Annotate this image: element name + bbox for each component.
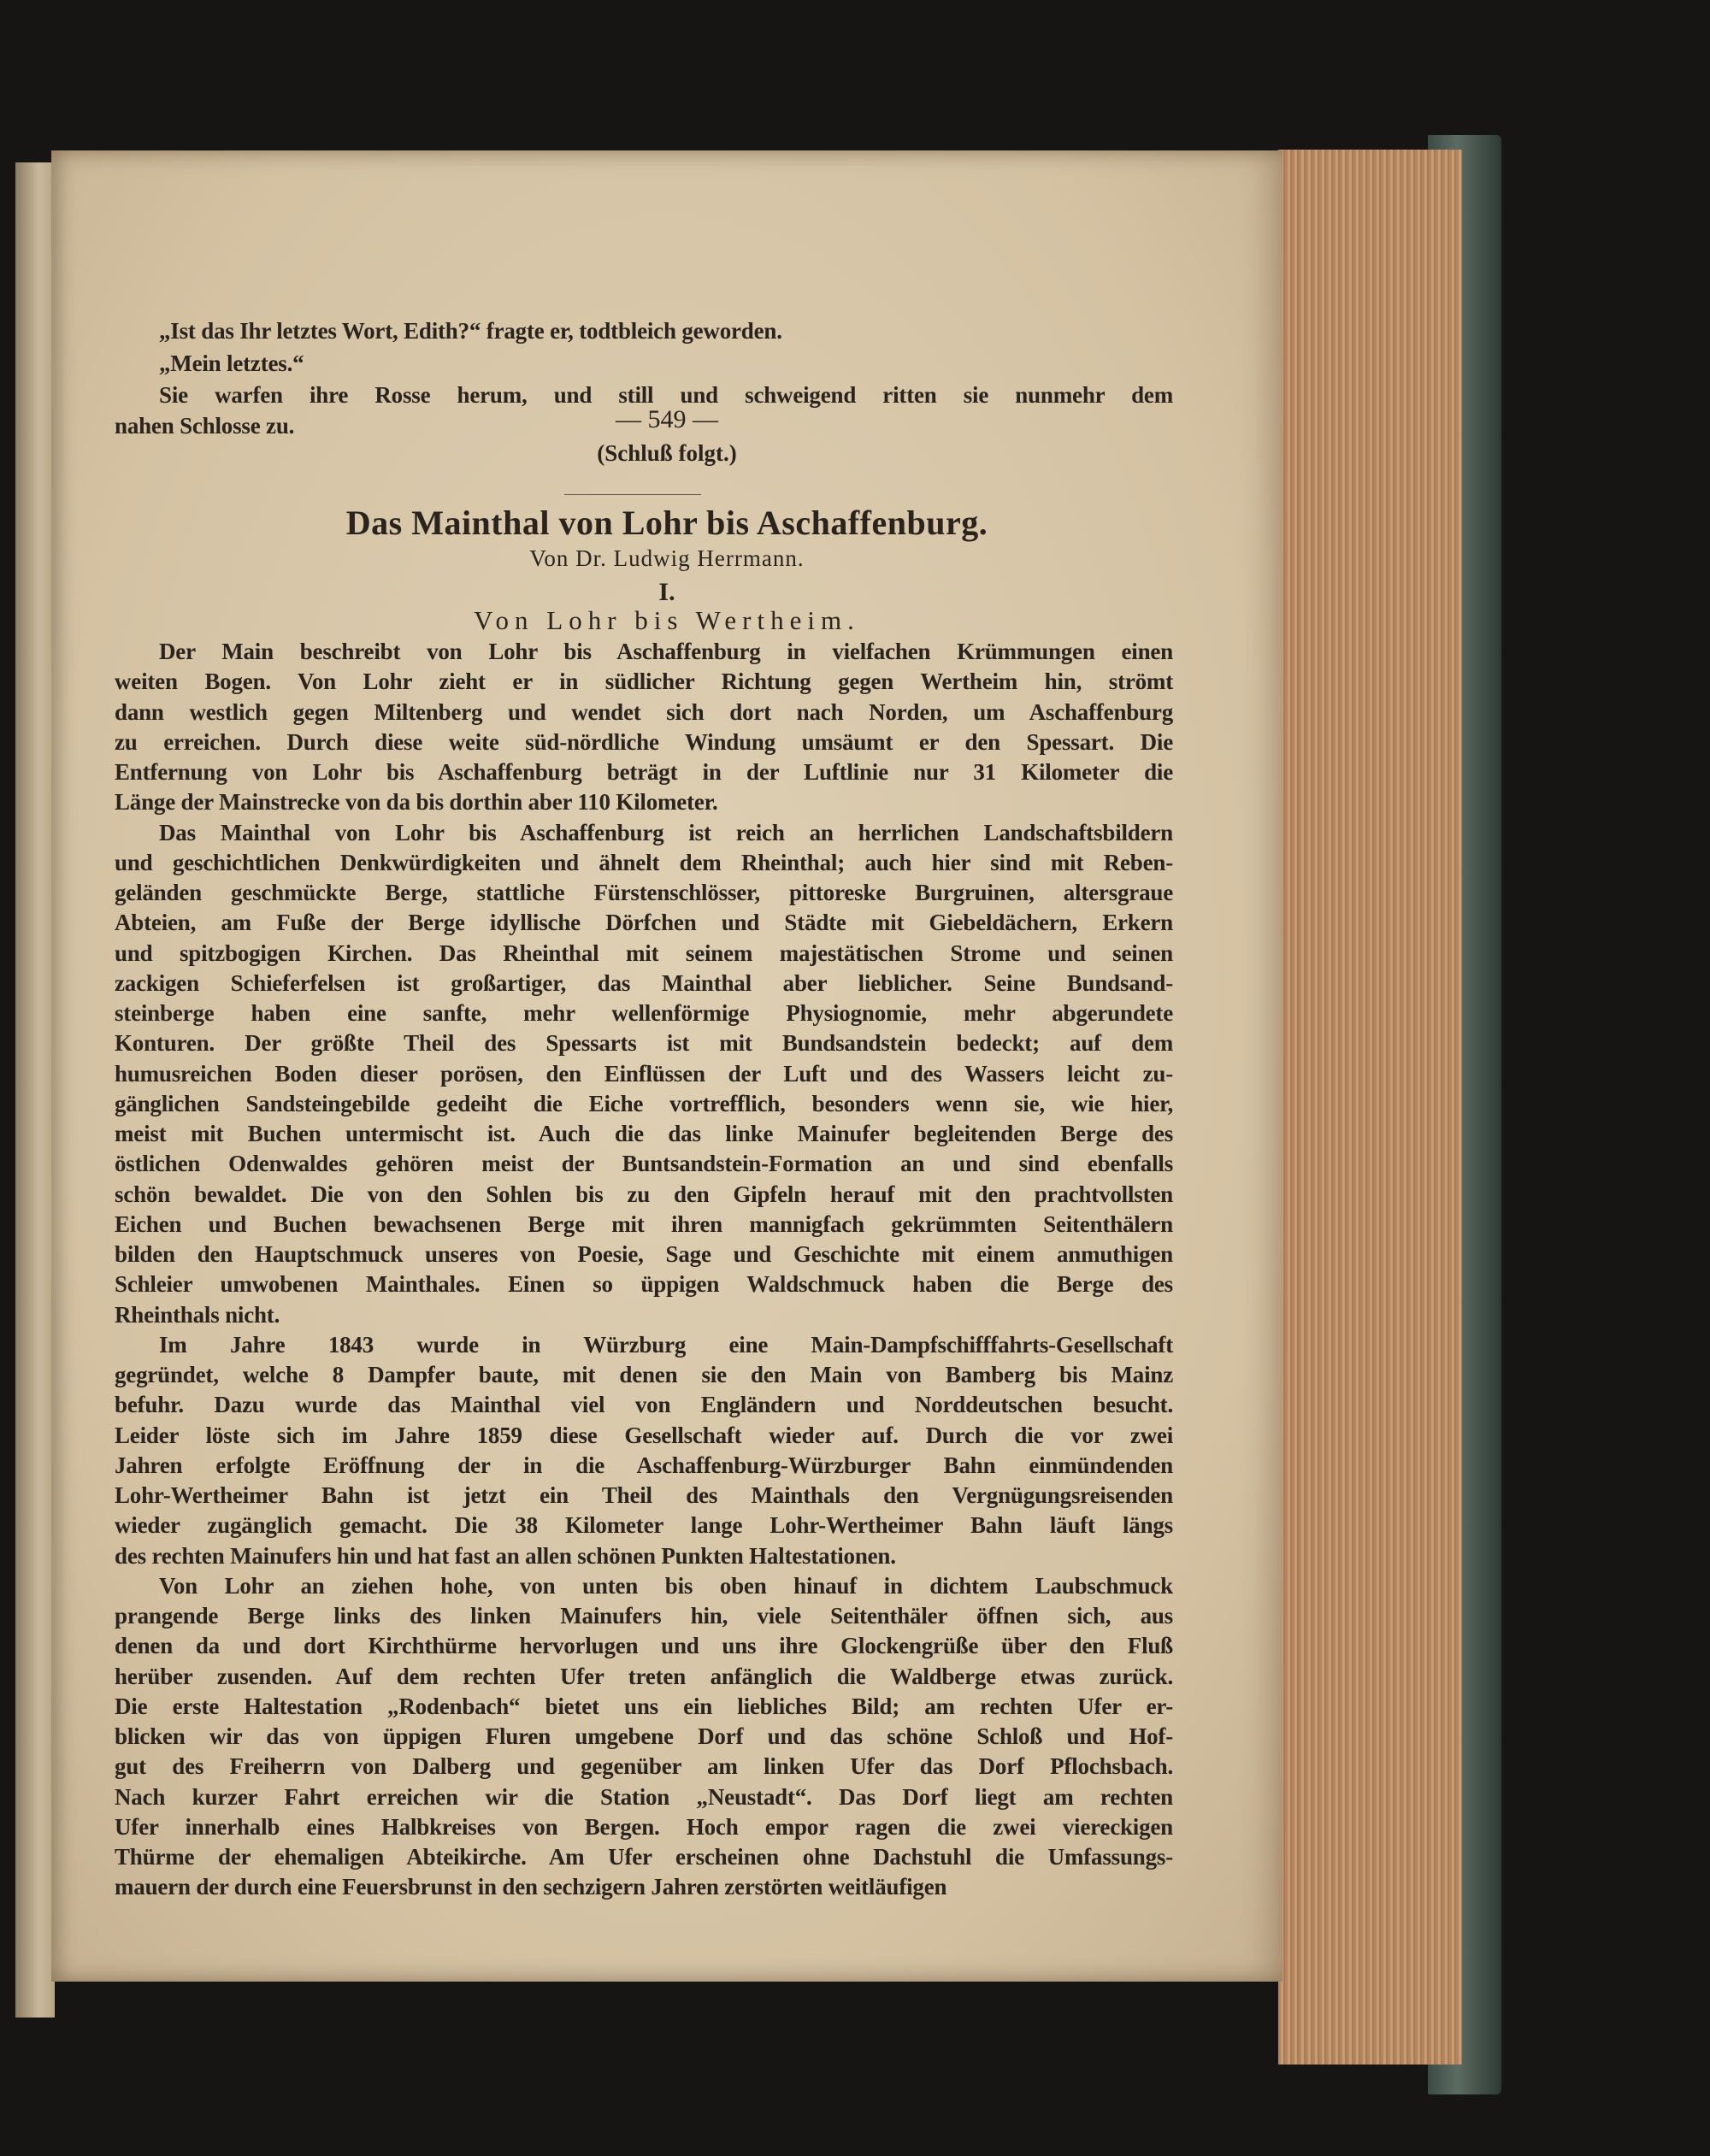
- body-line: Entfernung von Lohr bis Aschaffenburg beträgt in der Luftlinie nur 31 Kilometer die: [115, 759, 1173, 785]
- body-line: Nach kurzer Fahrt erreichen wir die Station „Neustadt“. Das Dorf liegt am rechten: [115, 1784, 1173, 1810]
- continued-note: (Schluß folgt.): [597, 440, 737, 466]
- left-page-edge: [15, 162, 55, 2018]
- body-line: Das Mainthal von Lohr bis Aschaffenburg ist reich an herrlichen Landschaftsbildern: [159, 820, 1173, 845]
- body-line: östlichen Odenwaldes gehören meist der Buntsandstein-Formation an und sind ebenfalls: [115, 1151, 1173, 1176]
- body-line: denen da und dort Kirchthürme hervorlugen und uns ihre Glockengrüße über den Fluß: [115, 1633, 1173, 1658]
- section-number: I.: [658, 578, 675, 606]
- body-line: und geschichtlichen Denkwürdigkeiten und ähnelt dem Rheinthal; auch hier sind mit Reben-: [115, 850, 1173, 875]
- body-line: mauern der durch eine Feuersbrunst in den sechzigern Jahren zerstörten weitläufigen: [115, 1874, 947, 1900]
- body-line: befuhr. Dazu wurde das Mainthal viel von Engländern und Norddeutschen besucht.: [115, 1392, 1173, 1417]
- body-line: Lohr-Wertheimer Bahn ist jetzt ein Theil des Mainthals den Vergnügungsreisenden: [115, 1482, 1173, 1508]
- section-divider: [564, 494, 701, 495]
- body-line: Eichen und Buchen bewachsenen Berge mit ihren mannigfach gekrümmten Seitenthälern: [115, 1211, 1173, 1237]
- story-line: „Ist das Ihr letztes Wort, Edith?“ fragte er, todtbleich geworden.: [159, 318, 782, 344]
- body-line: Die erste Haltestation „Rodenbach“ bietet uns ein liebliches Bild; am rechten Ufer er-: [115, 1694, 1173, 1719]
- body-line: Rheinthals nicht.: [115, 1302, 280, 1328]
- body-line: meist mit Buchen untermischt ist. Auch die das linke Mainufer begleitenden Berge des: [115, 1121, 1173, 1146]
- body-line: Thürme der ehemaligen Abteikirche. Am Ufer erscheinen ohne Dachstuhl die Umfassungs-: [115, 1844, 1173, 1870]
- story-line: nahen Schlosse zu.: [115, 413, 295, 439]
- body-line: Im Jahre 1843 wurde in Würzburg eine Main-Dampfschifffahrts-Gesellschaft: [159, 1332, 1173, 1358]
- page-edges: [1278, 150, 1462, 2065]
- body-line: Jahren erfolgte Eröffnung der in die Aschaffenburg-Würzburger Bahn einmündenden: [115, 1452, 1173, 1478]
- body-line: gänglichen Sandsteingebilde gedeiht die Eiche vortrefflich, besonders wenn sie, wie hier,: [115, 1091, 1173, 1116]
- body-line: blicken wir das von üppigen Fluren umgebene Dorf und das schöne Schloß und Hof-: [115, 1723, 1173, 1749]
- body-line: prangende Berge links des linken Mainufers hin, viele Seitenthäler öffnen sich, aus: [115, 1603, 1173, 1629]
- body-line: steinberge haben eine sanfte, mehr wellenförmige Physiognomie, mehr abgerundete: [115, 1000, 1173, 1026]
- body-line: Abteien, am Fuße der Berge idyllische Dörfchen und Städte mit Giebeldächern, Erkern: [115, 910, 1173, 935]
- body-line: Leider löste sich im Jahre 1859 diese Gesellschaft wieder auf. Durch die vor zwei: [115, 1423, 1173, 1448]
- body-line: Von Lohr an ziehen hohe, von unten bis oben hinauf in dichtem Laubschmuck: [159, 1573, 1173, 1599]
- page-number: — 549 —: [616, 405, 718, 433]
- article-byline: Von Dr. Ludwig Herrmann.: [529, 545, 805, 571]
- body-line: bilden den Hauptschmuck unseres von Poesie, Sage und Geschichte mit einem anmuthigen: [115, 1241, 1173, 1267]
- body-line: zackigen Schieferfelsen ist großartiger, das Mainthal aber lieblicher. Seine Bundsand-: [115, 970, 1173, 996]
- body-line: Konturen. Der größte Theil des Spessarts ist mit Bundsandstein bedeckt; auf dem: [115, 1030, 1173, 1056]
- body-line: Der Main beschreibt von Lohr bis Aschaffenburg in vielfachen Krümmungen einen: [159, 639, 1173, 664]
- story-line: „Mein letztes.“: [159, 350, 304, 376]
- body-line: geländen geschmückte Berge, stattliche Fürstenschlösser, pittoreske Burgruinen, altersgraue: [115, 880, 1173, 905]
- story-line: Sie warfen ihre Rosse herum, und still und schweigend ritten sie nunmehr dem: [159, 382, 1173, 408]
- section-title: Von Lohr bis Wertheim.: [474, 605, 860, 635]
- body-line: gegründet, welche 8 Dampfer baute, mit denen sie den Main von Bamberg bis Mainz: [115, 1362, 1173, 1387]
- body-line: Länge der Mainstrecke von da bis dorthin aber 110 Kilometer.: [115, 789, 718, 815]
- body-line: des rechten Mainufers hin und hat fast an allen schönen Punkten Haltestationen.: [115, 1543, 896, 1569]
- body-line: herüber zusenden. Auf dem rechten Ufer treten anfänglich die Waldberge etwas zurück.: [115, 1664, 1173, 1689]
- body-line: humusreichen Boden dieser porösen, den Einflüssen der Luft und des Wassers leicht zu-: [115, 1061, 1173, 1087]
- body-line: weiten Bogen. Von Lohr zieht er in südlicher Richtung gegen Wertheim hin, strömt: [115, 669, 1173, 694]
- body-line: gut des Freiherrn von Dalberg und gegenüber am linken Ufer das Dorf Pflochsbach.: [115, 1753, 1173, 1779]
- body-line: schön bewaldet. Die von den Sohlen bis zu den Gipfeln herauf mit den prachtvollsten: [115, 1181, 1173, 1207]
- body-line: dann westlich gegen Miltenberg und wendet sich dort nach Norden, um Aschaffenburg: [115, 699, 1173, 725]
- body-line: und spitzbogigen Kirchen. Das Rheinthal mit seinem majestätischen Strome und seinen: [115, 940, 1173, 966]
- body-line: wieder zugänglich gemacht. Die 38 Kilometer lange Lohr-Wertheimer Bahn läuft längs: [115, 1512, 1173, 1538]
- body-line: Ufer innerhalb eines Halbkreises von Bergen. Hoch empor ragen die zwei viereckigen: [115, 1814, 1173, 1840]
- body-line: Schleier umwobenen Mainthales. Einen so üppigen Waldschmuck haben die Berge des: [115, 1271, 1173, 1297]
- body-line: zu erreichen. Durch diese weite süd-nördliche Windung umsäumt er den Spessart. Die: [115, 729, 1173, 755]
- article-title: Das Mainthal von Lohr bis Aschaffenburg.: [345, 504, 988, 542]
